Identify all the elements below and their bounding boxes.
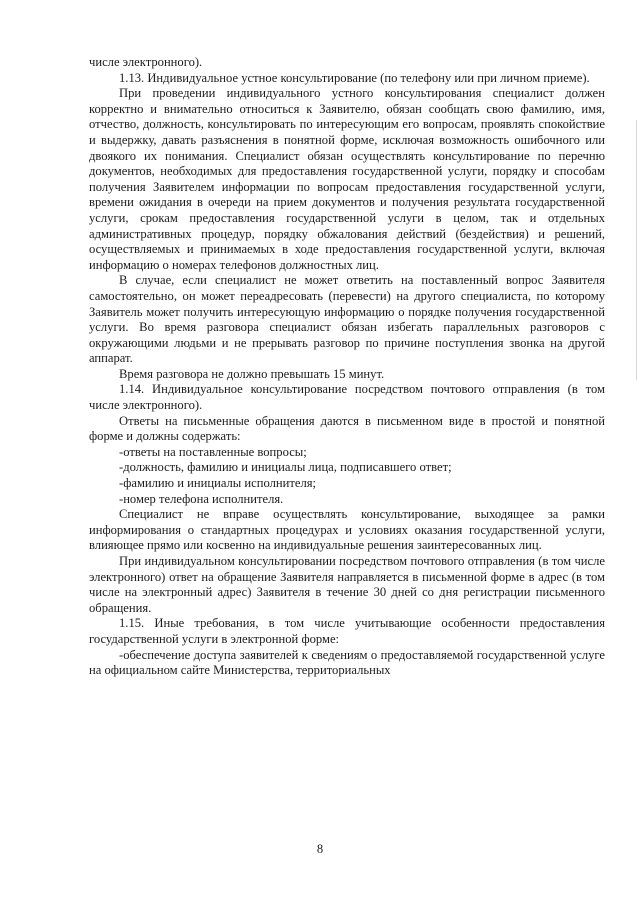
paragraph-7: Ответы на письменные обращения даются в письменном виде в простой и понятной форме и должны содержать:	[89, 413, 605, 444]
list-item-answers: -ответы на поставленные вопросы;	[119, 444, 307, 459]
paragraph-13: При индивидуальном консультировании посредством почтового отправления (в том числе электронного) ответ на обращение Заявителя направляется в письменной форме в адрес (в том числе на электронный адрес) Заявителя в течение 30 дней со дня регистрации письменного обращения.	[89, 554, 605, 615]
document-body	[89, 55, 605, 679]
list-item-phone: -номер телефона исполнителя.	[119, 491, 284, 506]
paragraph-4: В случае, если специалист не может ответить на поставленный вопрос Заявителя самостоятельно, он может переадресовать (перевести) на другого специалиста, по которому Заявитель может получить интересующую информацию о порядке получения государственной услуги. Во время разговора специалист обязан избегать параллельных разговоров с окружающими людьми и не прерывать разговор по причине поступления звонка на другой аппарат.	[89, 273, 605, 366]
paragraph-3: При проведении индивидуального устного консультирования специалист должен корректно и внимательно относиться к Заявителю, обязан сообщать свою фамилию, имя, отчество, должность, консультировать по интересующим его вопросам, проявлять спокойствие и выдержку, давать разъяснения в понятной форме, исключая возможность ошибочного или двоякого их понимания. Специалист обязан осуществлять консультирование по перечню документов, необходимых для предоставления государственной услуги, порядку и способам получения Заявителем информации по вопросам предоставления государственной услуги, времени ожидания в очереди на прием документов и получения результата государственной услуги, срокам предоставления государственной услуги в целом, так и отдельных административных процедур, порядку обжалования действий (бездействия) и решений, осуществляемых и принимаемых в ходе предоставления государственной услуги, включая информацию о номерах телефонов должностных лиц.	[89, 86, 605, 272]
paragraph-1: числе электронного).	[89, 55, 203, 69]
paragraph-12: Специалист не вправе осуществлять консультирование, выходящее за рамки информирования о стандартных процедурах и условиях оказания государственной услуги, влияющее прямо или косвенно на индивидуальные решения заинтересованных лиц.	[89, 507, 605, 553]
paragraph-2-heading-1-13: 1.13. Индивидуальное устное консультирование (по телефону или при личном приеме).	[119, 70, 590, 85]
paragraph-5: Время разговора не должно превышать 15 минут.	[119, 366, 385, 381]
list-item-signer: -должность, фамилию и инициалы лица, подписавшего ответ;	[119, 460, 452, 475]
scan-edge-mark	[636, 120, 637, 380]
paragraph-14-heading-1-15: 1.15. Иные требования, в том числе учитывающие особенности предоставления государственной услуги в электронной форме:	[89, 616, 605, 646]
paragraph-15: -обеспечение доступа заявителей к сведениям о предоставляемой государственной услуге на официальном сайте Министерства, территориальных	[89, 647, 605, 678]
page-number: 8	[316, 842, 324, 856]
paragraph-6-heading-1-14: 1.14. Индивидуальное консультирование посредством почтового отправления (в том числе электронного).	[89, 382, 605, 413]
list-item-executor: -фамилию и инициалы исполнителя;	[119, 476, 317, 491]
